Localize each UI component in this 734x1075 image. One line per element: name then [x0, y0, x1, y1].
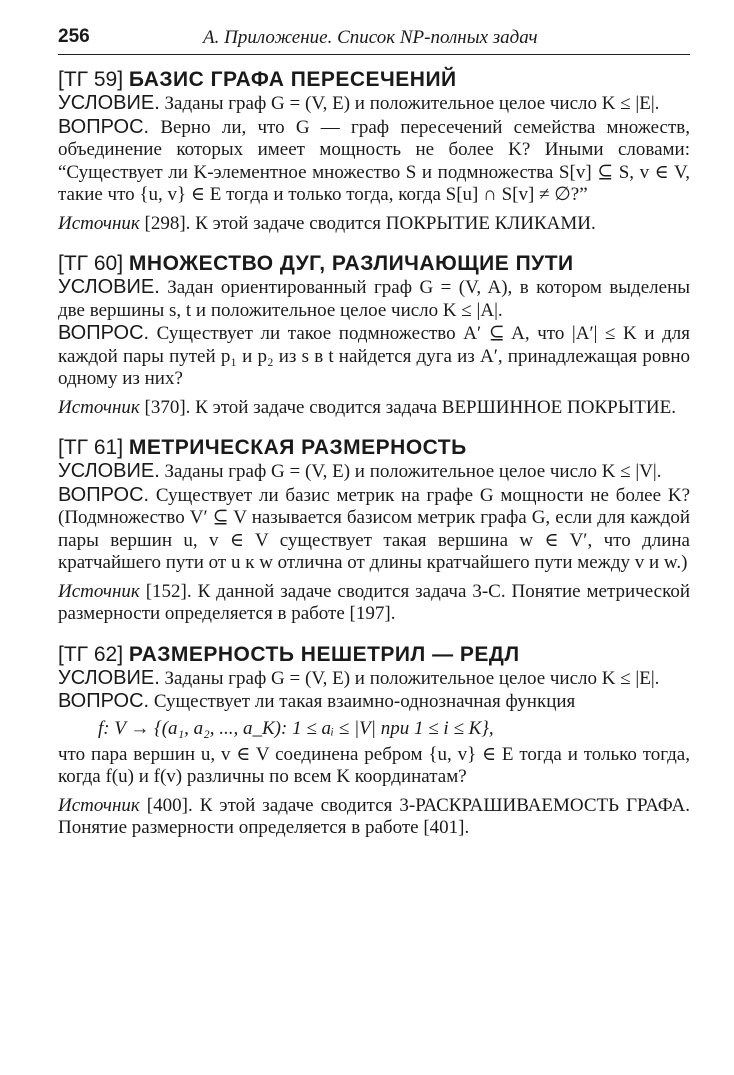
- question-text: Существует ли базис метрик на графе G мощности не более K? (Подмножество V′ ⊆ V называется базисом метрик графа G, если для каждой пары вершин u, v ∈ V существует такая вершина w ∈ V′, что длина кратчайшего пути от u к w отлична от длины кратчайшего пути между v и w.): [58, 484, 690, 573]
- problem-entry: [58, 436, 690, 626]
- problem-source: [58, 397, 690, 420]
- question-label: ВОПРОС.: [58, 322, 150, 344]
- source-label: Источник: [58, 396, 140, 418]
- question-label: ВОПРОС.: [58, 115, 150, 138]
- problem-name: МЕТРИЧЕСКАЯ РАЗМЕРНОСТЬ: [128, 436, 467, 459]
- problem-code: [ТГ 61]: [58, 436, 124, 459]
- problem-heading: [58, 436, 690, 460]
- question-text: Существует ли такое подмножество A′ ⊆ A, что |A′| ≤ K и для каждой пары путей p₁ и p₂ из s в t найдется дуга из A′, принадлежащая ровно одному из них?: [58, 323, 690, 389]
- problem-question: [58, 322, 690, 391]
- page-number: 256: [58, 26, 90, 47]
- condition-label: УСЛОВИЕ.: [58, 460, 160, 482]
- problem-source: [58, 795, 690, 840]
- source-text: [370]. К этой задаче сводится задача ВЕРШИННОЕ ПОКРЫТИЕ.: [144, 396, 676, 418]
- problem-name: МНОЖЕСТВО ДУГ, РАЗЛИЧАЮЩИЕ ПУТИ: [128, 252, 574, 275]
- problem-code: [ТГ 59]: [58, 68, 124, 91]
- condition-label: УСЛОВИЕ.: [58, 276, 160, 298]
- problem-entry: [58, 252, 690, 419]
- problem-condition: [58, 460, 690, 484]
- problem-name: БАЗИС ГРАФА ПЕРЕСЕЧЕНИЙ: [128, 68, 457, 91]
- problem-source: [58, 581, 690, 626]
- problem-name: РАЗМЕРНОСТЬ НЕШЕТРИЛ — РЕДЛ: [128, 642, 520, 666]
- source-text: [152]. К данной задаче сводится задача 3-С. Понятие метрической размерности определяется в работе [197].: [58, 580, 691, 624]
- source-text: [400]. К этой задаче сводится 3-РАСКРАШИВАЕМОСТЬ ГРАФА. Понятие размерности определяется в работе [401].: [58, 794, 691, 838]
- problem-code: [ТГ 60]: [58, 252, 124, 275]
- problem-code: [ТГ 62]: [58, 642, 124, 666]
- problem-heading: [58, 643, 690, 667]
- problem-source: [58, 213, 690, 236]
- source-label: Источник: [58, 212, 140, 234]
- source-text: [298]. К этой задаче сводится ПОКРЫТИЕ КЛИКАМИ.: [144, 212, 596, 234]
- problem-entry: [58, 68, 690, 235]
- book-page: [58, 0, 690, 1075]
- condition-text: Задан ориентированный граф G = (V, A), в котором выделены две вершины s, t и положительное целое число K ≤ |A|.: [58, 277, 690, 321]
- problem-question: [58, 116, 690, 207]
- source-label: Источник: [58, 794, 140, 816]
- problem-heading: [58, 252, 690, 276]
- problem-question: [58, 690, 690, 714]
- source-label: Источник: [58, 580, 140, 602]
- question-label: ВОПРОС.: [58, 483, 150, 506]
- condition-text: Заданы граф G = (V, E) и положительное целое число K ≤ |V|.: [164, 461, 662, 482]
- problem-list: [58, 68, 690, 857]
- condition-label: УСЛОВИЕ.: [58, 92, 160, 114]
- condition-label: УСЛОВИЕ.: [58, 666, 160, 689]
- problem-heading: [58, 68, 690, 92]
- problem-condition: [58, 276, 690, 322]
- condition-text: Заданы граф G = (V, E) и положительное целое число K ≤ |E|.: [164, 667, 660, 689]
- problem-entry: [58, 643, 690, 840]
- question-text: Верно ли, что G — граф пересечений семейства множеств, объединение которых имеет мощность не более K? Иными словами: “Существует ли K-элементное множество S и подмножества S[v] ⊆ S, v ∈ V, такие что {u, v} ∈ E тогда и только тогда, когда S[u] ∩ S[v] ≠ ∅?”: [58, 116, 690, 205]
- question-text: Существует ли такая взаимно-однозначная функция: [153, 691, 576, 712]
- problem-question: [58, 484, 690, 575]
- problem-condition: [58, 92, 690, 116]
- function-formula: f: V → {(a₁, a₂, ..., a_K): 1 ≤ aᵢ ≤ |V| при 1 ≤ i ≤ K},: [98, 717, 494, 739]
- problem-condition: [58, 667, 690, 691]
- question-continuation: что пара вершин u, v ∈ V соединена ребром {u, v} ∈ E тогда и только тогда, когда f(u) и f(v) различны по всем K координатам?: [58, 743, 690, 787]
- condition-text: Заданы граф G = (V, E) и положительное целое число K ≤ |E|.: [164, 93, 660, 114]
- running-title: А. Приложение. Список NP-полных задач: [203, 27, 538, 48]
- running-head: [58, 26, 690, 55]
- question-label: ВОПРОС.: [58, 690, 150, 712]
